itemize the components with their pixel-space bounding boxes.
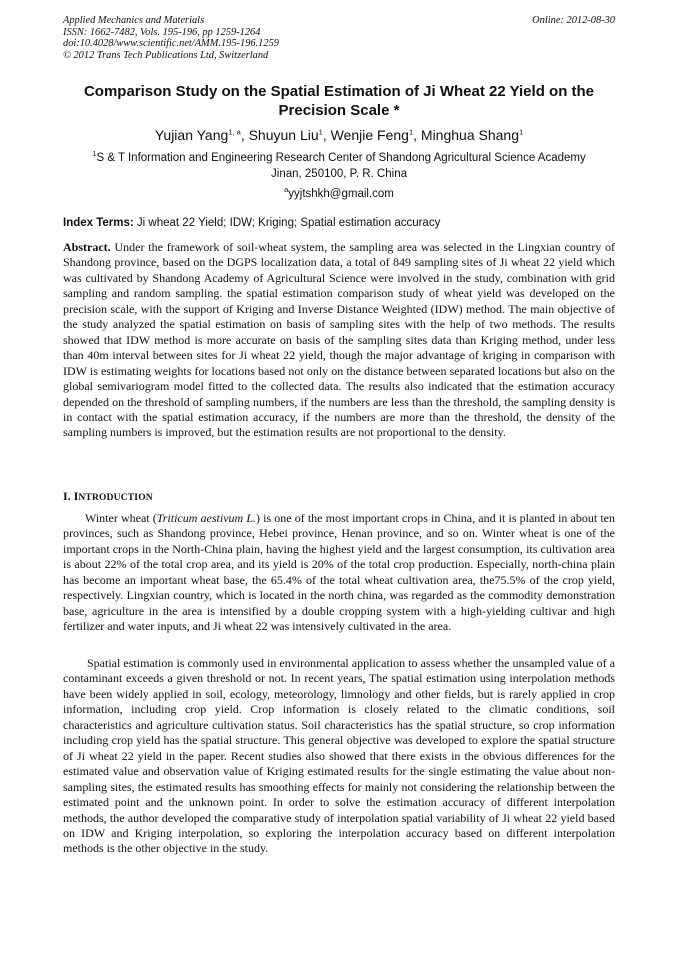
abstract-text: Under the framework of soil-wheat system, the sampling area was selected in the Lingxian country of Shandong province, based on the DGPS localization data, a total of 849 sampling sites of Ji wheat 22 yield which was cultivated by Shandong Academy of Agricultural Science were involved in the study, combination with grid sampling and random sampling. the spatial estimation comparison study of wheat yield was developed on the precision scale, with the support of Kriging and Inverse Distance Weighted (IDW) method. The main objective of the study analyzed the spatial estimation on basis of sampling sites with the help of two methods. The results showed that IDW method is more accurate on basis of the sampling sites data than Kriging method, under less than 40m interval between sites for Ji wheat 22 yield, though the major advantage of kriging in comparison with IDW is estimating weights for locations based not only on the distance between separated locations but also on the global semivariogram model fitted to the collected data. The results also indicated that the estimation accuracy depended on the threshold of sampling numbers, if the numbers are less than the threshold, the sampling density is in contact with the spatial estimation accuracy, if the numbers are more than the threshold, the density of the sampling numbers is improved, but the estimation results are not proportional to the density. bbox=[63, 240, 615, 440]
intro-paragraph-1: Winter wheat (Triticum aestivum L.) is one of the most important crops in China, and it is planted in about ten provinces, such as Shandong province, Hebei province, Henan province, and so on. Winter wheat is one of the important crops in the North-China plain, having the highest yield and the largest consumption, its cultivation area is about 22% of the total crop area, and its yield is 20% of the total crop production. Especially, north-china plain has become an important wheat base, the 65.4% of the total wheat cultivation area, the75.5% of the crop yield, respectively. Lingxian country, which is located in the north china, was regarded as the commodity demonstration base, agriculture in the area is intensified by a double cropping system with a high-yielding cultivar and high fertilizer and water inputs, and Ji wheat 22 was intensively cultivated in the area. bbox=[63, 511, 615, 634]
author-affiliation-mark: 1 bbox=[318, 127, 323, 137]
author-name: Minghua Shang bbox=[420, 127, 519, 143]
email-mark: a bbox=[284, 185, 289, 195]
author-affiliation-mark: 1 bbox=[408, 127, 414, 137]
abstract-label: Abstract. bbox=[63, 240, 111, 254]
index-terms-text: Ji wheat 22 Yield; IDW; Kriging; Spatial estimation accuracy bbox=[133, 217, 441, 229]
affiliation-line-2: Jinan, 250100, P. R. China bbox=[271, 168, 407, 180]
index-terms bbox=[63, 216, 615, 231]
section-number: I. bbox=[63, 489, 71, 503]
journal-header bbox=[63, 15, 615, 61]
species-name: Triticum aestivum L. bbox=[156, 511, 257, 525]
abstract bbox=[63, 240, 615, 441]
author-list: Yujian Yang$^{1, a}$, Shuyun Liu$^1$, Wenjie Feng$^1$, Minghua Shang$^1$ bbox=[154, 127, 524, 143]
author-email bbox=[63, 187, 615, 202]
author-affiliation-mark: 1, a bbox=[228, 127, 241, 137]
section-heading-introduction: I. INTRODUCTION bbox=[63, 489, 153, 503]
email-address: yyjtshkh@gmail.com bbox=[288, 188, 394, 200]
index-terms-label: Index Terms: bbox=[63, 217, 134, 229]
journal-name: Applied Mechanics and Materials bbox=[63, 15, 205, 26]
author-name: Shuyun Liu bbox=[248, 127, 319, 143]
affiliation bbox=[63, 150, 615, 182]
doi-line: doi:10.4028/www.scientific.net/AMM.195-196.1259 bbox=[63, 38, 279, 50]
affiliation-line-1: S & T Information and Engineering Research Center of Shandong Agricultural Science Academy bbox=[96, 152, 586, 164]
copyright-line: © 2012 Trans Tech Publications Ltd, Switzerland bbox=[63, 49, 269, 61]
paper-title: Comparison Study on the Spatial Estimation of Ji Wheat 22 Yield on the Precision Scale * bbox=[83, 83, 595, 119]
online-date: Online: 2012-08-30 bbox=[532, 15, 615, 26]
author-name: Yujian Yang bbox=[154, 127, 229, 143]
affiliation-mark: 1 bbox=[92, 149, 97, 159]
intro-paragraph-2: Spatial estimation is commonly used in environmental application to assess whether the unsampled value of a contaminant exceeds a given threshold or not. In recent years, The spatial estimation using interpolation methods have been widely applied in soil, ecology, meteorology, limnology and other fields, but is rarely applied in crop information, including crop yield. Crop information is closely related to the climatic conditions, soil characteristics and agriculture cultivation status. Soil characteristics has the spatial structure, so crop information including crop yield has the spatial structure. This general objective was developed to explore the spatial structure of Ji wheat 22 yield in the paper. Recent studies also showed that there exists in the obvious differences for the estimated value and observation value of Kriging estimated results for the single estimating the value about non-sampling sites, the estimated results has smoothing effects for mainly not considering the relationship between the estimated point and the unknown point. In order to solve the estimation accuracy of different interpolation methods, the author developed the comparative study of interpolation spatial variability of Ji wheat 22 yield based on IDW and Kriging interpolation, so exploring the interpolation accuracy based on different interpolation methods is the other objective in the study. bbox=[63, 656, 615, 856]
issn-line: ISSN: 1662-7482, Vols. 195-196, pp 1259-1264 bbox=[63, 26, 261, 38]
author-affiliation-mark: 1 bbox=[518, 127, 524, 137]
author-name: Wenjie Feng bbox=[330, 127, 409, 143]
